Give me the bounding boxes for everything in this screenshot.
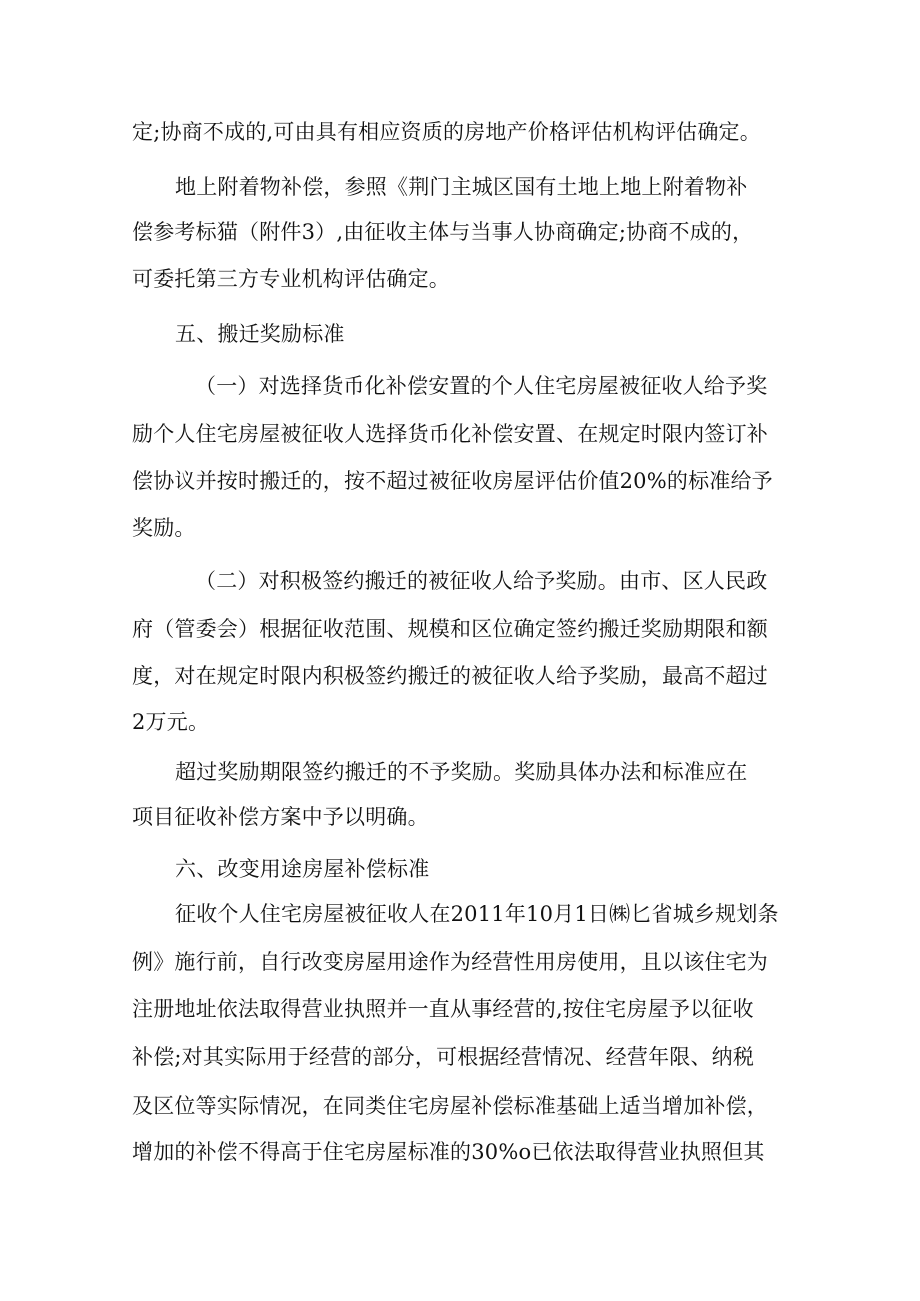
paragraph-line: 及区位等实际情况，在同类住宅房屋补偿标准基础上适当增加补偿， (132, 1094, 768, 1118)
paragraph-line: 定;协商不成的,可由具有相应资质的房地产价格评估机构评估确定。 (132, 120, 761, 144)
paragraph-line: 补偿;对其实际用于经营的部分，可根据经营情况、经营年限、纳税 (132, 1045, 755, 1069)
section-heading-6: 六、改变用途房屋补偿标准 (175, 857, 430, 881)
paragraph-line: 偿参考标猫（附件3）,由征收主体与当事人协商确定;协商不成的， (132, 220, 754, 244)
paragraph-line: 例》施行前，自行改变房屋用途作为经营性用房使用，且以该住宅为 (132, 950, 768, 974)
paragraph-line: 地上附着物补偿，参照《荆门主城区国有土地上地上附着物补 (175, 175, 748, 199)
paragraph-line: （二）对积极签约搬迁的被征收人给予奖励。由市、区人民政 (195, 569, 768, 593)
paragraph-line: 奖励。 (132, 516, 196, 540)
paragraph-line: 可委托第三方专业机构评估确定。 (132, 267, 450, 291)
paragraph-line: 度，对在规定时限内积极签约搬迁的被征收人给予奖励，最高不超过 (132, 664, 768, 688)
paragraph-line: 2万元。 (132, 710, 210, 734)
paragraph-line: 征收个人住宅房屋被征收人在2011年10月1日㈱匕省城乡规划条 (175, 902, 779, 926)
paragraph-line: （一）对选择货币化补偿安置的个人住宅房屋被征收人给予奖 (195, 374, 768, 398)
paragraph-line: 府（管委会）根据征收范围、规模和区位确定签约搬迁奖励期限和额 (132, 617, 768, 641)
paragraph-line: 增加的补偿不得高于住宅房屋标准的30%o已依法取得营业执照但其 (132, 1140, 765, 1164)
paragraph-line: 超过奖励期限签约搬迁的不予奖励。奖励具体办法和标准应在 (175, 760, 748, 784)
paragraph-line: 注册地址依法取得营业执照并一直从事经营的,按住宅房屋予以征收 (132, 997, 754, 1021)
paragraph-line: 励个人住宅房屋被征收人选择货币化补偿安置、在规定时限内签订补 (132, 422, 768, 446)
paragraph-line: 偿协议并按时搬迁的，按不超过被征收房屋评估价值20%的标准给予 (132, 469, 773, 493)
paragraph-line: 项目征收补偿方案中予以明确。 (132, 805, 429, 829)
section-heading-5: 五、搬迁奖励标准 (175, 322, 345, 346)
